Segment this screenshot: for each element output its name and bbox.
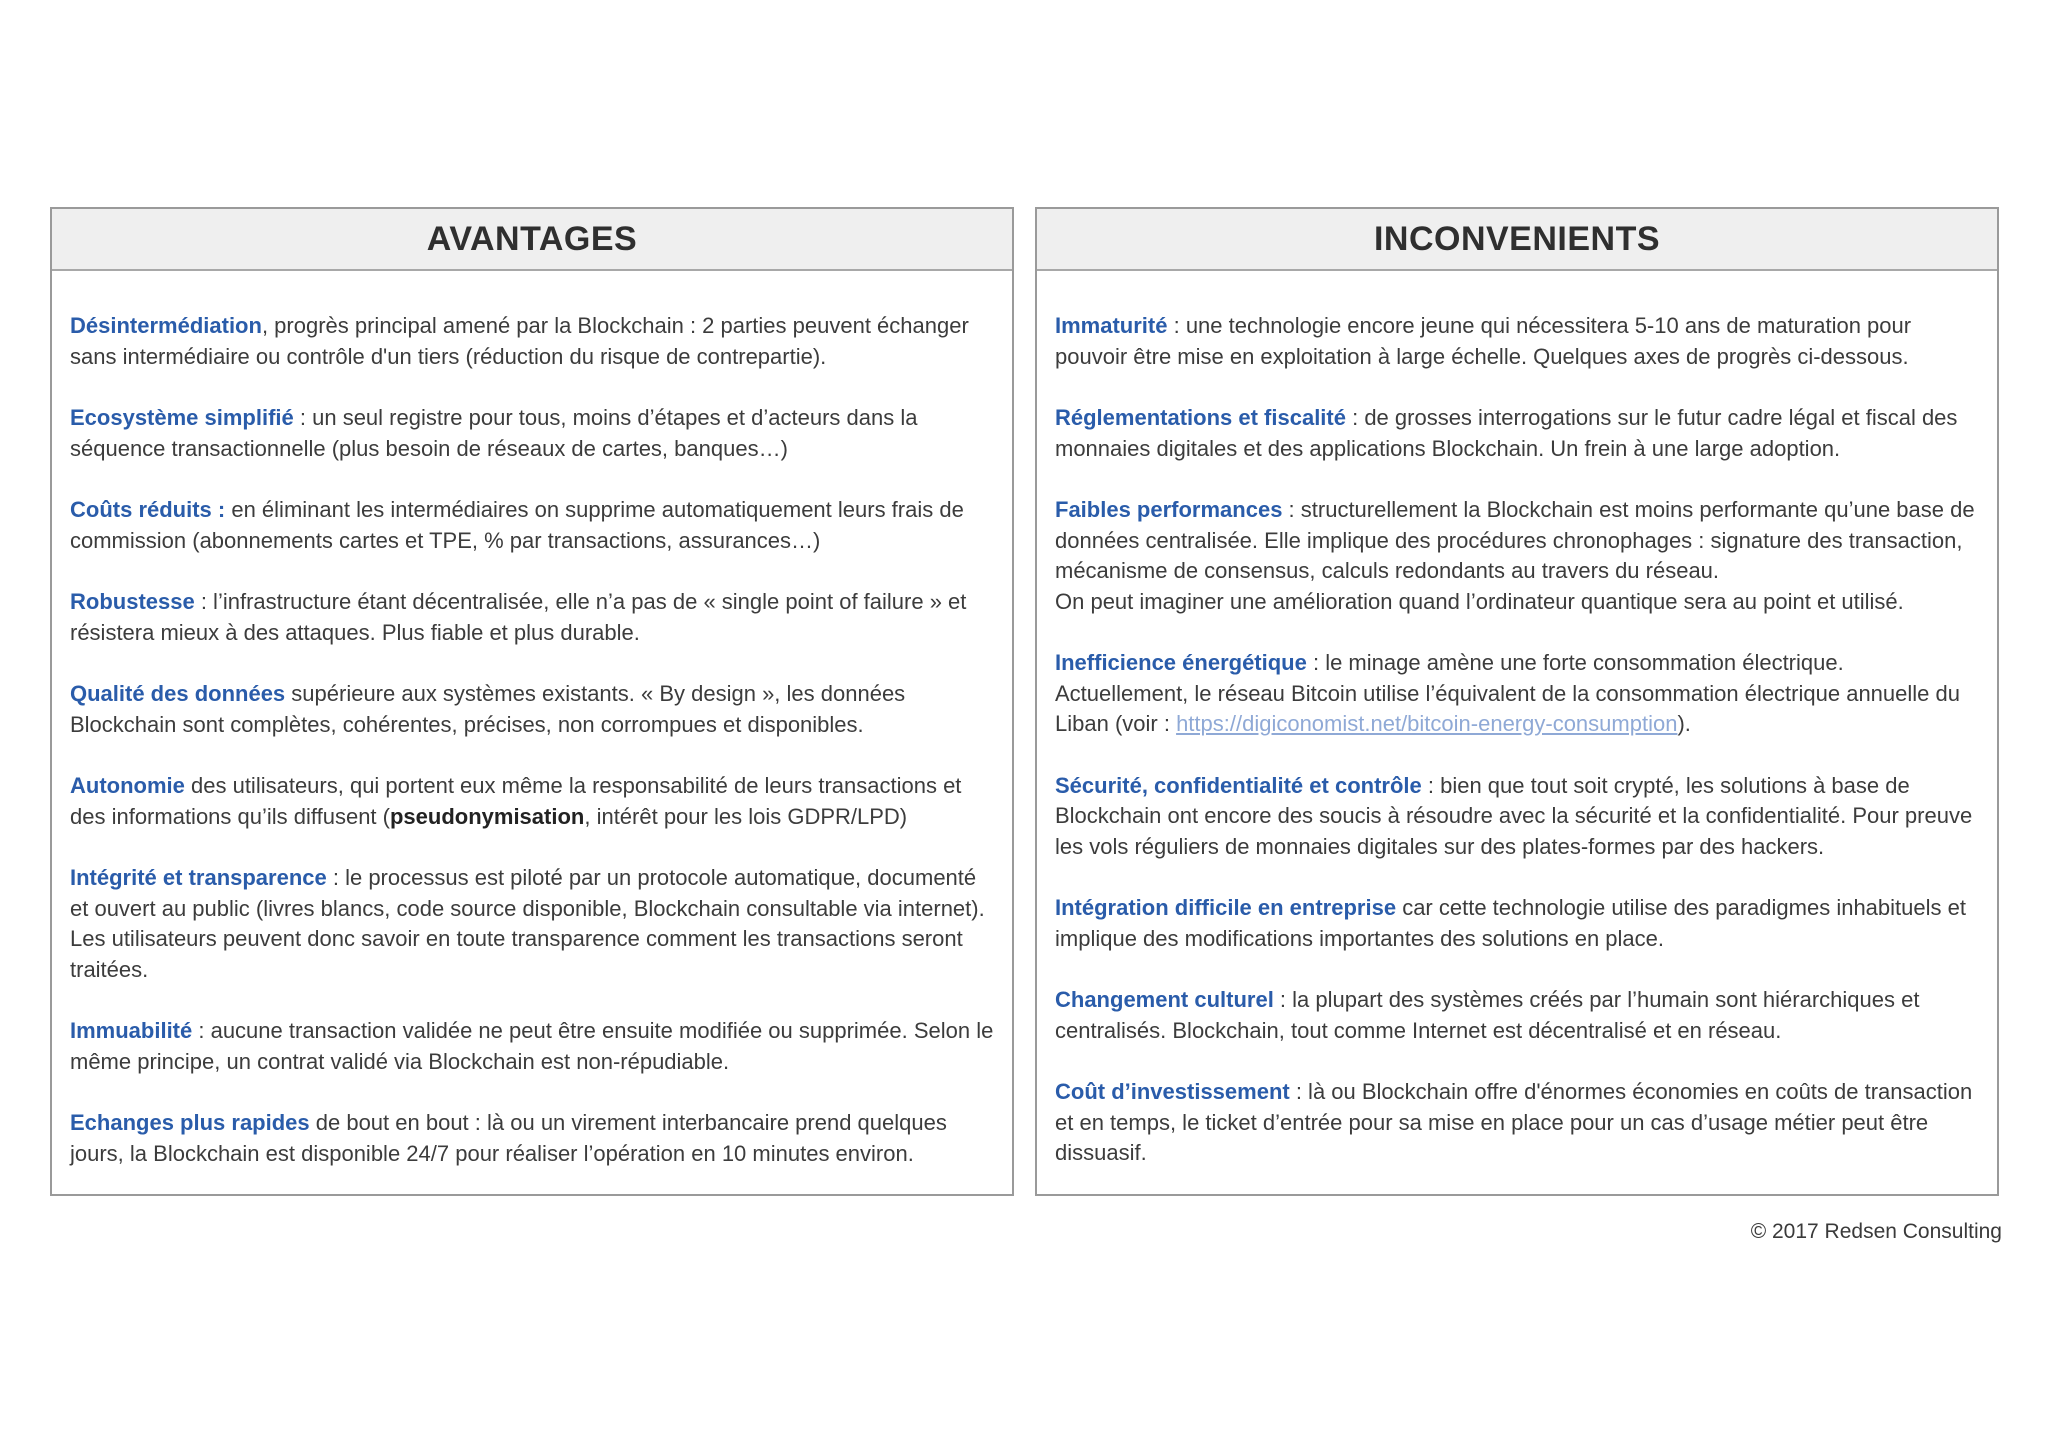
advantage-term: Intégrité et transparence — [70, 865, 327, 890]
advantage-term: Qualité des données — [70, 681, 286, 706]
advantage-term: Echanges plus rapides — [70, 1110, 310, 1135]
disadvantage-item — [1055, 648, 1979, 740]
advantage-term: Désintermédiation — [70, 313, 262, 338]
disadvantage-item — [1055, 771, 1979, 863]
advantage-text: : l’infrastructure étant décentralisée, elle n’a pas de « single point of failure » et résistera mieux à des attaques. Plus fiable et plus durable. — [70, 589, 967, 645]
disadvantage-text: : là ou Blockchain offre d'énormes économies en coûts de transaction et en temps, le ticket d’entrée pour sa mise en place pour un cas d’usage métier peut être dissuasif. — [1055, 1079, 1973, 1165]
advantage-item — [70, 1016, 994, 1077]
advantage-text: : aucune transaction validée ne peut être ensuite modifiée ou supprimée. Selon le même principe, un contrat validé via Blockchain est non-répudiable. — [70, 1018, 994, 1074]
disadvantage-term: Réglementations et fiscalité — [1055, 405, 1346, 430]
advantage-strong-text: pseudonymisation — [389, 803, 585, 829]
disadvantage-item — [1055, 1077, 1979, 1169]
disadvantage-item — [1055, 985, 1979, 1046]
advantage-text: , progrès principal amené par la Blockchain : 2 parties peuvent échanger sans intermédiaire ou contrôle d'un tiers (réduction du risque de contrepartie). — [70, 313, 969, 369]
advantage-term: Coûts réduits : — [70, 497, 226, 522]
advantage-item — [70, 403, 994, 464]
disadvantage-item — [1055, 495, 1979, 617]
disadvantage-text: : bien que tout soit crypté, les solutions à base de Blockchain ont encore des soucis à résoudre avec la sécurité et la confidentialité. Pour preuve les vols réguliers de monnaies digitales sur des plates-formes par des hackers. — [1055, 772, 1973, 859]
disadvantages-title: INCONVENIENTS — [1037, 209, 1997, 271]
disadvantage-text: : la plupart des systèmes créés par l’humain sont hiérarchiques et centralisés. Blockchain, tout comme Internet est décentralisé et en réseau. — [1055, 987, 1920, 1043]
disadvantage-term: Inefficience énergétique — [1055, 650, 1307, 675]
advantage-item — [70, 1108, 994, 1169]
advantage-term: Immuabilité — [70, 1018, 193, 1043]
disadvantage-term: Immaturité — [1055, 313, 1168, 338]
disadvantage-paragraph — [1055, 495, 1979, 587]
advantage-item — [70, 679, 994, 740]
advantage-text: supérieure aux systèmes existants. « By design », les données Blockchain sont complètes, cohérentes, précises, non corrompues et disponibles. — [70, 681, 906, 737]
advantage-item — [70, 495, 994, 556]
advantage-text: de bout en bout : là ou un virement interbancaire prend quelques jours, la Blockchain est disponible 24/7 pour réaliser l’opération en 10 minutes environ. — [70, 1110, 947, 1166]
disadvantage-text: car cette technologie utilise des paradigmes inhabituels et implique des modifications importantes des solutions en place. — [1055, 895, 1966, 951]
advantage-item — [70, 771, 994, 832]
disadvantage-term: Sécurité, confidentialité et contrôle — [1055, 772, 1422, 798]
advantage-term: Ecosystème simplifié — [70, 405, 294, 430]
advantage-text: des utilisateurs, qui portent eux même la responsabilité de leurs transactions et des informations qu’ils diffusent ( — [70, 773, 962, 829]
advantages-list — [52, 271, 1012, 1169]
advantage-text-after: , intérêt pour les lois GDPR/LPD) — [584, 803, 908, 829]
disadvantage-text: : structurellement la Blockchain est moins performante qu’une base de données centralisée. Elle implique des procédures chronophages : signature des transaction, mécanisme de consensus, calculs redondants au travers du réseau. — [1055, 497, 1975, 583]
disadvantage-term: Coût d’investissement — [1055, 1079, 1290, 1104]
advantage-text: : le processus est piloté par un protocole automatique, documenté et ouvert au public (livres blancs, code source disponible, Blockchain consultable via internet). Les utilisateurs peuvent donc savoir en toute transparence comment les transactions seront traitées. — [70, 865, 985, 982]
advantages-title: AVANTAGES — [52, 209, 1012, 271]
disadvantage-text-after: ). — [1677, 711, 1691, 736]
advantage-item — [70, 587, 994, 648]
disadvantage-text: : le minage amène une forte consommation électrique. Actuellement, le réseau Bitcoin utilise l’équivalent de la consommation électrique annuelle du Liban (voir : — [1055, 650, 1960, 736]
advantage-text: en éliminant les intermédiaires on supprime automatiquement leurs frais de commission (abonnements cartes et TPE, % par transactions, assurances…) — [70, 497, 964, 553]
advantage-item — [70, 311, 994, 372]
disadvantage-item — [1055, 403, 1979, 464]
disadvantages-list — [1037, 271, 1997, 1169]
disadvantage-text-line2: On peut imaginer une amélioration quand l’ordinateur quantique sera au point et utilisé. — [1055, 588, 1904, 614]
disadvantage-term: Changement culturel — [1055, 987, 1274, 1012]
advantage-text: : un seul registre pour tous, moins d’étapes et d’acteurs dans la séquence transactionnelle (plus besoin de réseaux de cartes, banques…) — [70, 405, 918, 461]
energy-consumption-link[interactable]: https://digiconomist.net/bitcoin-energy-consumption — [1176, 711, 1678, 736]
disadvantage-item — [1055, 311, 1979, 372]
disadvantage-item — [1055, 893, 1979, 954]
advantage-term: Autonomie — [70, 773, 185, 798]
advantage-term: Robustesse — [70, 589, 195, 614]
copyright-footer: © 2017 Redsen Consulting — [1750, 1220, 2002, 1243]
disadvantage-text: : de grosses interrogations sur le futur cadre légal et fiscal des monnaies digitales et des applications Blockchain. Un frein à une large adoption. — [1055, 405, 1958, 461]
advantage-item — [70, 863, 994, 985]
advantages-column — [50, 207, 1014, 1196]
disadvantage-text: : une technologie encore jeune qui nécessitera 5-10 ans de maturation pour pouvoir être mise en exploitation à large échelle. Quelques axes de progrès ci-dessous. — [1055, 313, 1912, 369]
disadvantage-term: Faibles performances — [1055, 497, 1283, 522]
disadvantage-term: Intégration difficile en entreprise — [1055, 895, 1397, 920]
disadvantages-column — [1035, 207, 1999, 1196]
